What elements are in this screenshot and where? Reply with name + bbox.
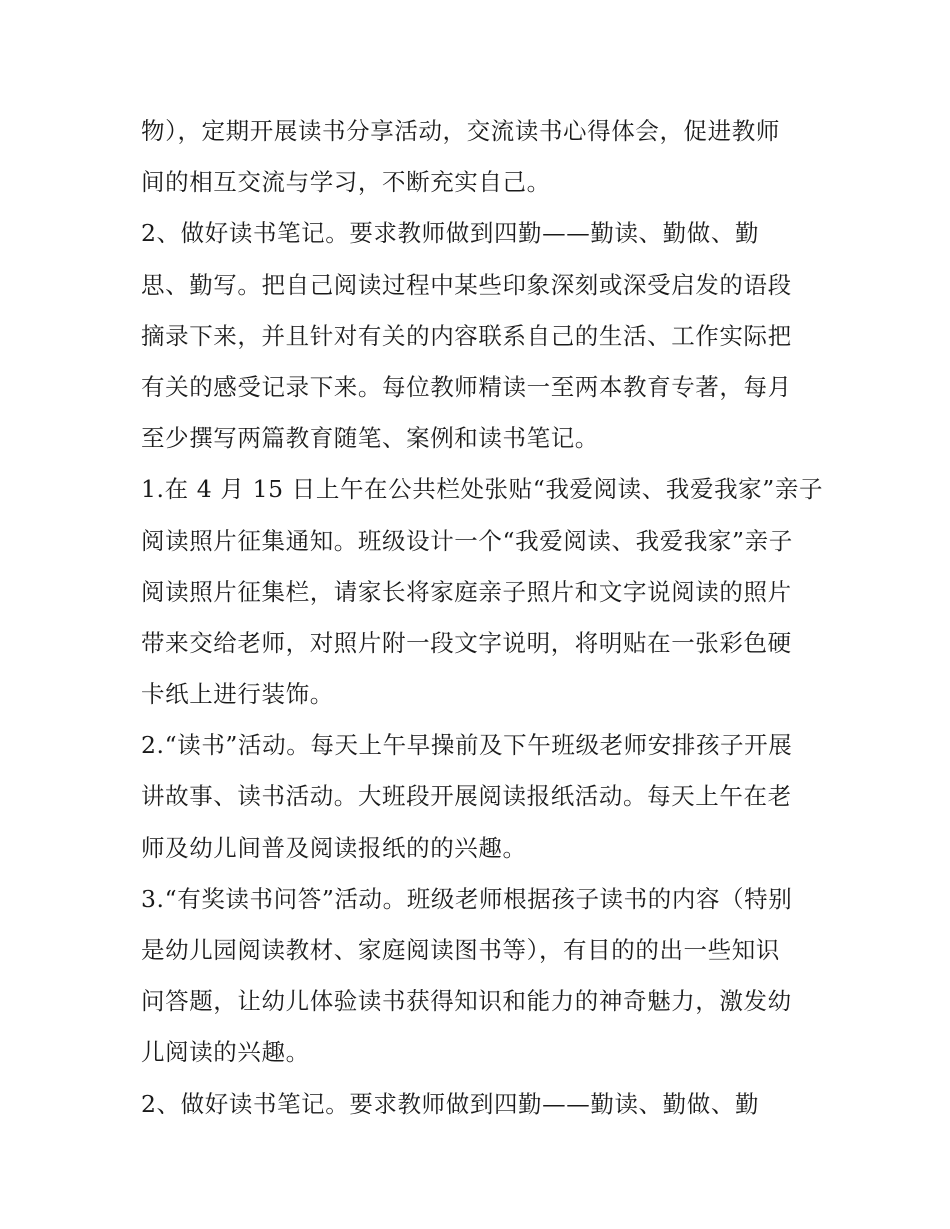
text-line-11: 带来交给老师，对照片附一段文字说明，将明贴在一张彩色硬 xyxy=(141,628,792,657)
text-line-2: 间的相互交流与学习，不断充实自己。 xyxy=(141,168,551,197)
text-line-15: 师及幼儿间普及阅读报纸的的兴趣。 xyxy=(141,833,527,862)
text-line-7: 至少撰写两篇教育随笔、案例和读书笔记。 xyxy=(141,424,599,453)
text-line-16: 3.“有奖读书问答”活动。班级老师根据孩子读书的内容（特别 xyxy=(141,884,793,913)
text-line-5: 摘录下来，并且针对有关的内容联系自己的生活、工作实际把 xyxy=(141,321,792,350)
text-line-17: 是幼儿园阅读教材、家庭阅读图书等），有目的的出一些知识 xyxy=(141,936,780,964)
text-line-9: 阅读照片征集通知。班级设计一个“我爱阅读、我爱我家”亲子 xyxy=(141,526,793,555)
body-text xyxy=(141,106,824,1130)
text-line-3: 2、做好读书笔记。要求教师做到四勤——勤读、勤做、勤 xyxy=(141,219,760,248)
text-line-18: 问答题，让幼儿体验读书获得知识和能力的神奇魅力，激发幼 xyxy=(141,987,792,1016)
text-line-1: 物），定期开展读书分享活动，交流读书心得体会，促进教师 xyxy=(141,117,780,145)
text-line-12: 卡纸上进行装饰。 xyxy=(141,680,334,709)
text-line-10: 阅读照片征集栏，请家长将家庭亲子照片和文字说阅读的照片 xyxy=(141,577,792,606)
text-line-14: 讲故事、读书活动。大班段开展阅读报纸活动。每天上午在老 xyxy=(141,782,792,811)
text-line-8: 1.在 4 月 15 日上午在公共栏处张贴“我爱阅读、我爱我家”亲子 xyxy=(141,475,824,504)
text-line-6: 有关的感受记录下来。每位教师精读一至两本教育专著，每月 xyxy=(141,372,792,401)
text-line-13: 2.“读书”活动。每天上午早操前及下午班级老师安排孩子开展 xyxy=(141,731,793,760)
text-line-19: 儿阅读的兴趣。 xyxy=(141,1038,310,1067)
text-line-4: 思、勤写。把自己阅读过程中某些印象深刻或深受启发的语段 xyxy=(141,270,792,299)
text-line-20: 2、做好读书笔记。要求教师做到四勤——勤读、勤做、勤 xyxy=(141,1089,760,1118)
